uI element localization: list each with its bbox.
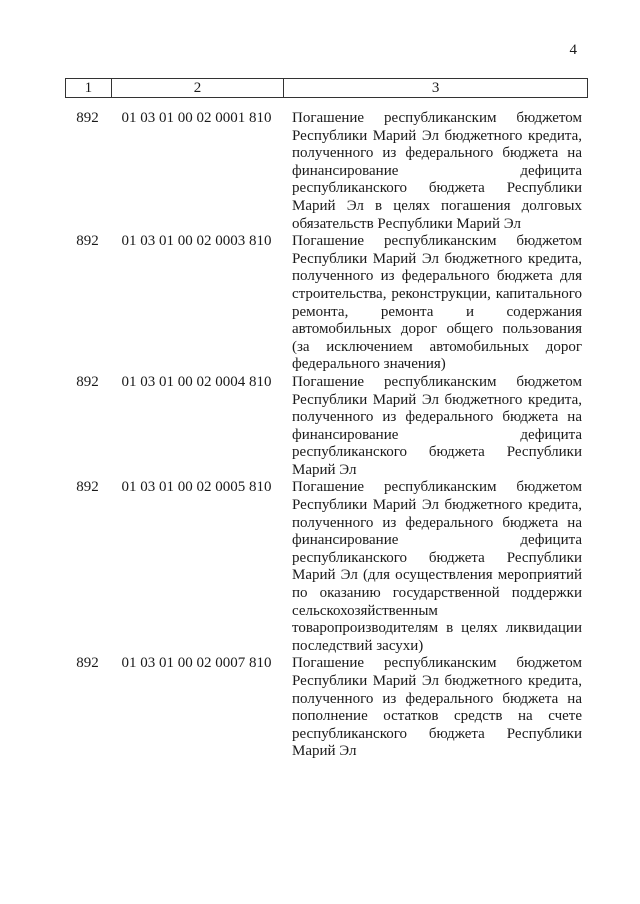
table-row [65,479,588,655]
column-header-3: 3 [284,79,588,98]
table-row [65,233,588,374]
budget-classification-code: 01 03 01 00 02 0007 810 [121,655,272,672]
admin-code: 892 [76,655,99,672]
table-row [65,110,588,233]
admin-code: 892 [76,110,99,126]
row-description: Погашение республиканским бюджетом Республики Марий Эл бюджетного кредита, полученного из федерального бюджета на финансирование дефицита республиканского бюджета Республики Марий Эл в целях погашения долговых обязательств Республики Марий Эл [292,110,582,232]
page-number: 4 [569,42,577,58]
row-description: Погашение республиканским бюджетом Республики Марий Эл бюджетного кредита, полученного из федерального бюджета для строительства, реконструкции, капитального ремонта, ремонта и содержания автомобильных дорог общего пользования (за исключением автомобильных дорог федерального значения) [292,233,582,373]
budget-classification-code: 01 03 01 00 02 0005 810 [121,479,272,496]
column-header-2: 2 [111,79,284,98]
admin-code: 892 [76,233,99,250]
column-header-table [65,78,588,98]
table-row [65,374,588,480]
column-header-1: 1 [66,79,112,98]
table-row [65,655,588,761]
row-description: Погашение республиканским бюджетом Республики Марий Эл бюджетного кредита, полученного из федерального бюджета на финансирование дефицита республиканского бюджета Республики Марий Эл (для осуществления мероприятий по оказанию государственной поддержки сельскохозяйственным товаропроизводителям в целях ликвидации последствий засухи) [292,479,582,654]
admin-code: 892 [76,479,99,496]
admin-code: 892 [76,373,99,390]
budget-classification-code: 01 03 01 00 02 0001 810 [121,110,272,126]
row-description: Погашение республиканским бюджетом Республики Марий Эл бюджетного кредита, полученного из федерального бюджета на финансирование дефицита республиканского бюджета Республики Марий Эл [292,373,582,478]
budget-classification-code: 01 03 01 00 02 0004 810 [121,373,272,390]
budget-code-list [65,110,588,761]
column-header-row [66,79,588,98]
row-description: Погашение республиканским бюджетом Республики Марий Эл бюджетного кредита, полученного из федерального бюджета на пополнение остатков средств на счете республиканского бюджета Республики Марий Эл [292,655,582,760]
budget-classification-code: 01 03 01 00 02 0003 810 [121,233,272,250]
